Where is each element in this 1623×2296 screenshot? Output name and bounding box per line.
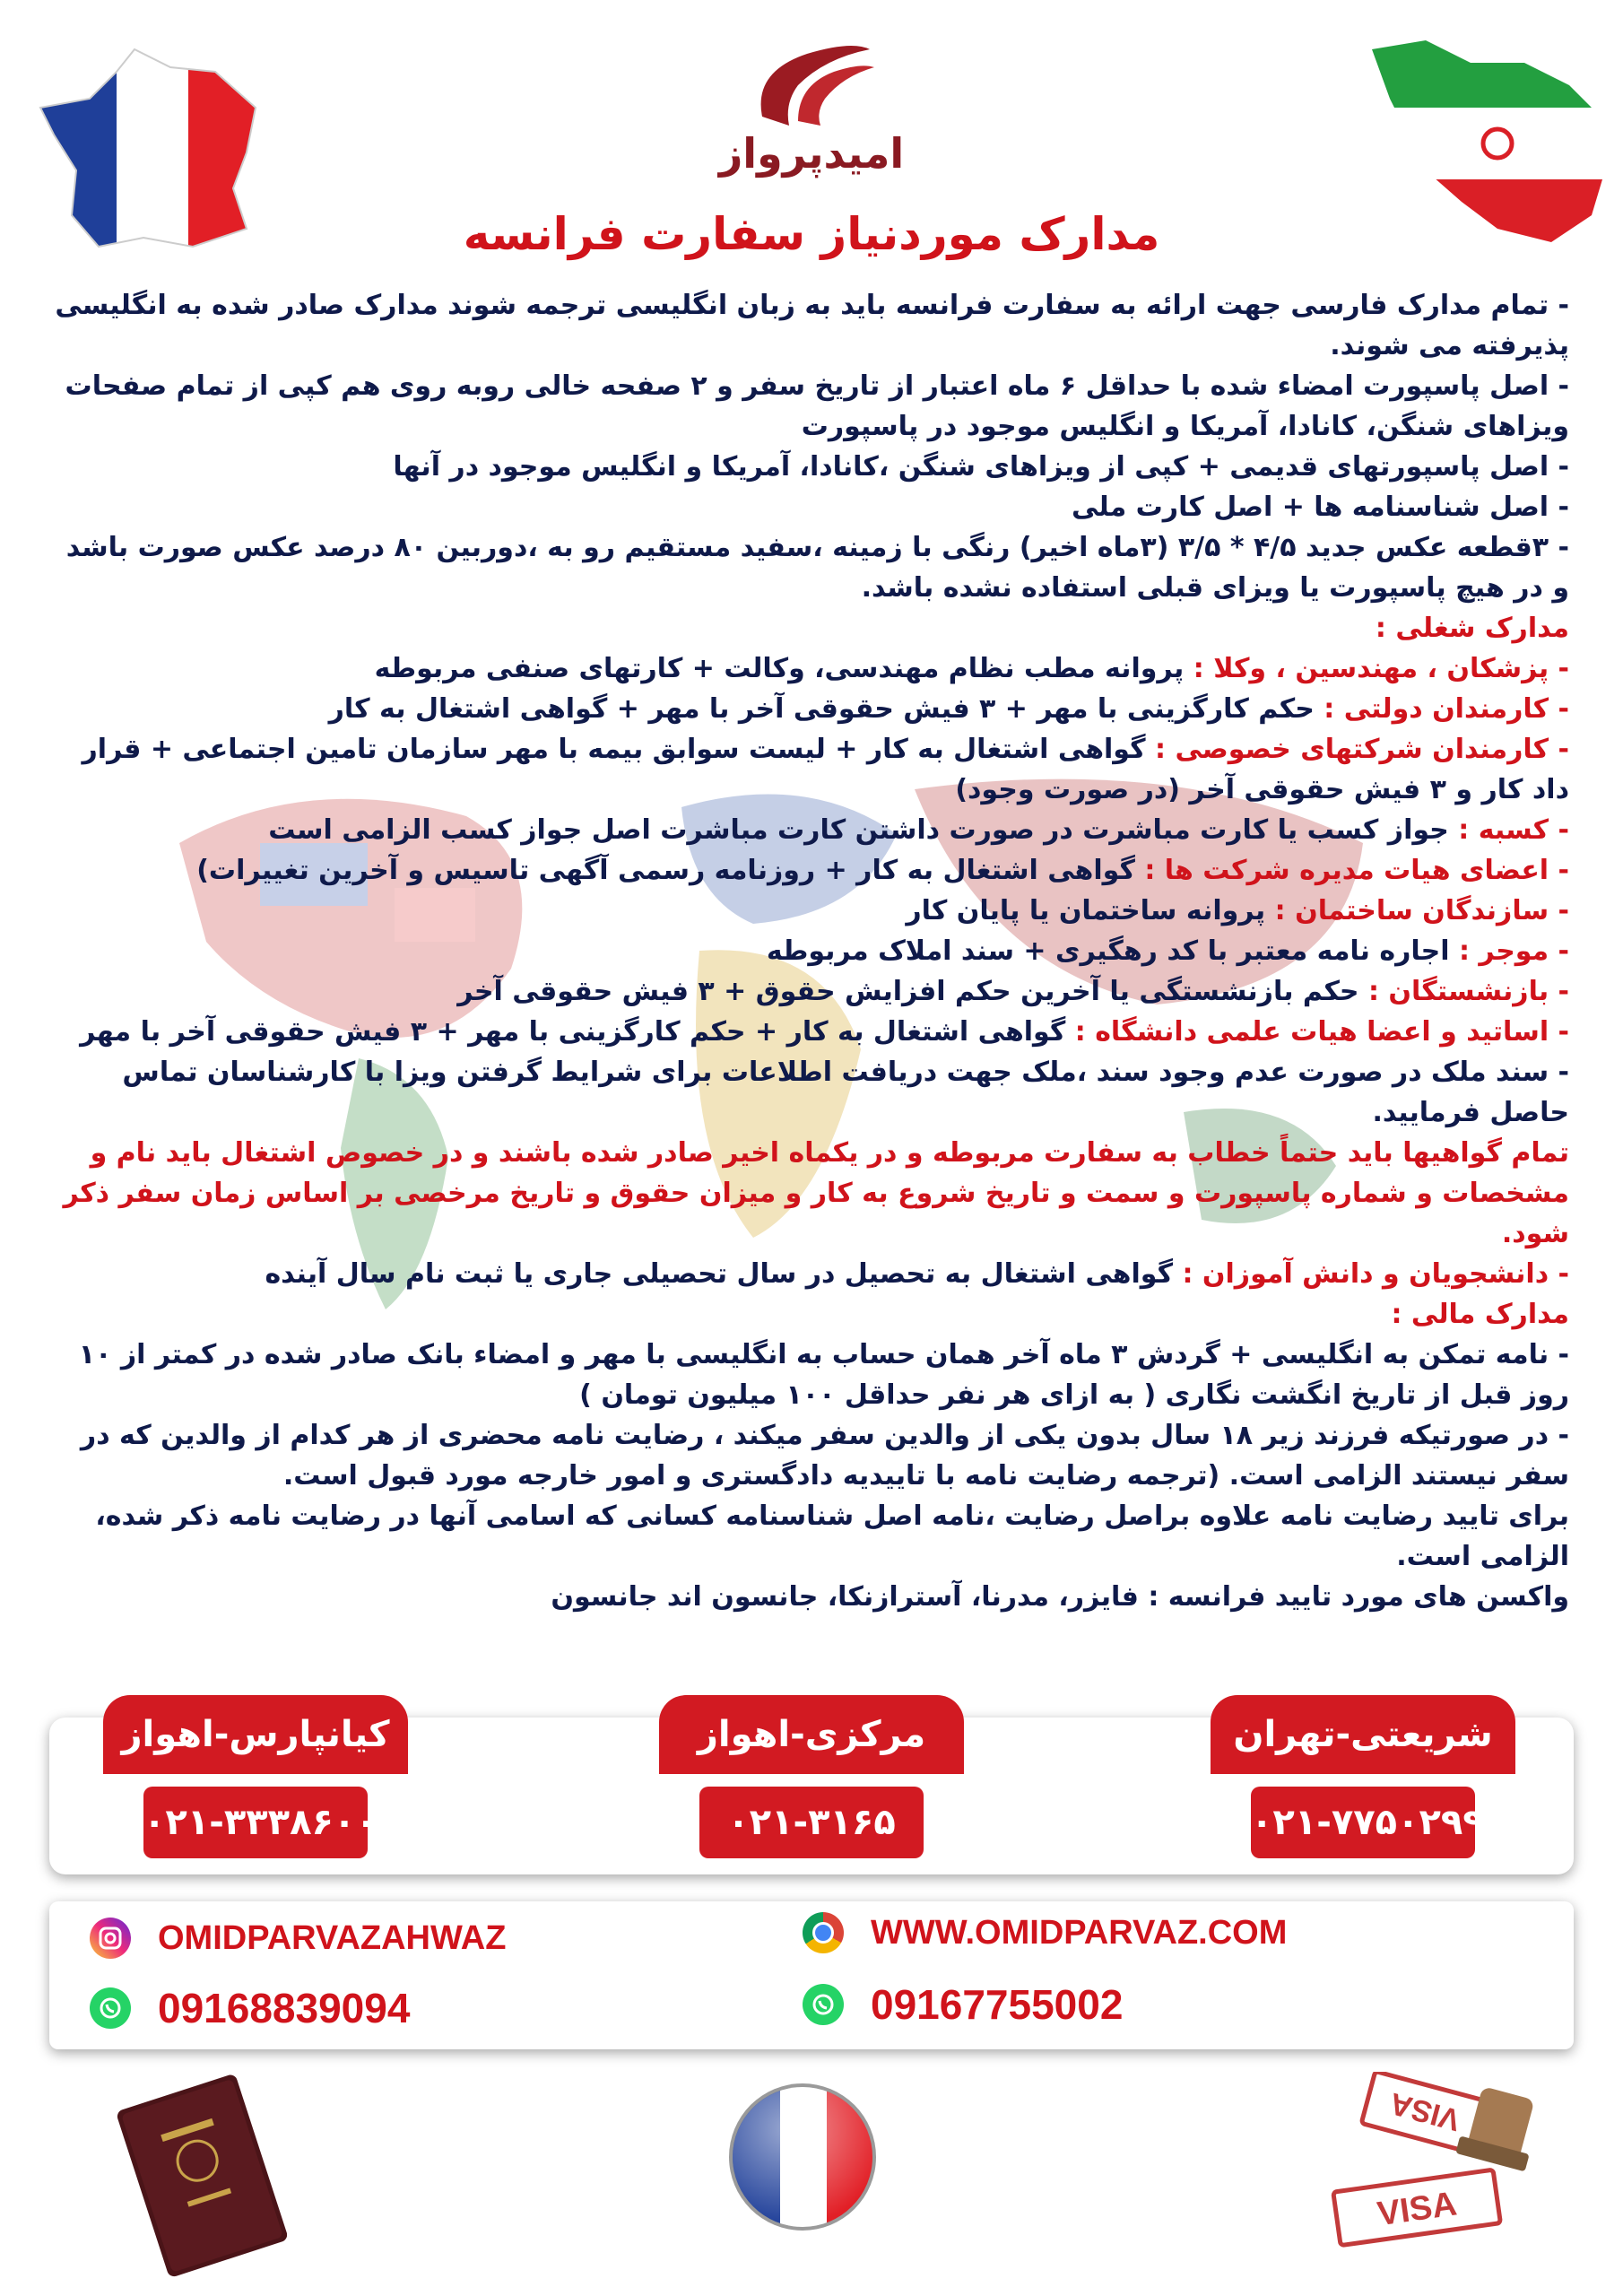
document-body (54, 285, 1569, 1617)
red-note: تمام گواهیها باید حتماً خطاب به سفارت مربوطه و در یکماه اخیر صادر شده باشند و در خصوص اشتغال باید نام و مشخصات و شماره پاسپورت و سمت و تاریخ شروع به کار و میزان حقوق و تاریخ مرخصی بر اساس زمان سفر ذکر شود. (63, 1137, 1569, 1249)
students-text: گواهی اشتغال به تحصیل در سال تحصیلی جاری یا ثبت نام سال آینده (265, 1258, 1183, 1290)
job-item (54, 729, 1569, 810)
job-text: حکم کارگزینی با مهر + ۳ فیش حقوقی آخر با مهر + گواهی اشتغال به کار (328, 693, 1324, 725)
job-item (54, 689, 1569, 729)
office-name: کیانپارس-اهواز (103, 1695, 408, 1774)
job-label: - بازنشستگان : (1367, 976, 1569, 1007)
instagram-icon (90, 1918, 131, 1959)
paragraph: - اصل پاسپورت امضاء شده با حداقل ۶ ماه اعتبار از تاریخ سفر و ۲ صفحه خالی روبه روی هم کپی از تمام صفحات ویزاهای شنگن، کانادا، آمریکا و انگلیس موجود در پاسپورت (65, 370, 1569, 442)
finance-item: برای تایید رضایت نامه علاوه براصل رضایت ،نامه اصل شناسنامه کسانی که اسامی آنها در رضایت نامه ذکر شده، الزامی است. (95, 1500, 1569, 1572)
office-phone[interactable]: ۰۲۱-۳۱۶۵ (699, 1787, 924, 1858)
job-label: - اعضای هیات مدیره شرکت ها : (1144, 855, 1569, 886)
job-label: - پزشکان ، مهندسین ، وکلا : (1193, 653, 1569, 684)
brand-name: امیدپرواز (718, 129, 905, 178)
svg-text:VISA: VISA (1385, 2085, 1464, 2137)
job-text: گواهی اشتغال به کار + روزنامه رسمی آگهی تاسیس و آخرین تغییرات) (196, 855, 1145, 886)
job-text: گواهی اشتغال به کار + حکم کارگزینی با مهر + ۳ فیش حقوقی آخر با مهر (80, 1016, 1075, 1048)
job-text: پروانه ساختمان یا پایان کار (906, 895, 1275, 926)
paragraph: - اصل پاسپورتهای قدیمی + کپی از ویزاهای شنگن ،کانادا، آمریکا و انگلیس موجود در آنها (393, 451, 1569, 483)
page-title: مدارک موردنیاز سفارت فرانسه (463, 208, 1160, 260)
brand-logo (704, 36, 919, 215)
job-label: - کارمندان شرکتهای خصوصی : (1155, 734, 1569, 765)
finance-item: واکسن های مورد تایید فرانسه : فایزر، مدرنا، آسترازنکا، جانسون اند جانسون (551, 1581, 1569, 1613)
job-item (54, 648, 1569, 689)
office-tehran (1202, 1695, 1524, 1883)
finance-item: - در صورتیکه فرزند زیر ۱۸ سال بدون یکی از والدین سفر میکند ، رضایت نامه محضری از هر کدام از والدین که در سفر نیستند الزامی است. (ترجمه رضایت نامه با تاییدیه دادگستری و امور خارجه مورد قبول است. (80, 1420, 1569, 1492)
whatsapp-icon (803, 1984, 844, 2025)
instagram-row[interactable] (90, 1918, 506, 1959)
whatsapp-number: 09168839094 (158, 1985, 411, 2031)
paragraph: - ۳قطعه عکس جدید ۴/۵ * ۳/۵ (۳ماه اخیر) رنگی با زمینه ،سفید مستقیم رو به ،دوربین ۸۰ درصد عکس صورت باشد و در هیچ پاسپورت یا ویزای قبلی استفاده نشده باشد. (65, 532, 1569, 604)
job-label: - سازندگان ساختمان : (1274, 895, 1569, 926)
visa-stamp-icon (1318, 2072, 1551, 2251)
website-row[interactable] (803, 1912, 1287, 1953)
finance-item: - نامه تمکن به انگلیسی + گردش ۳ ماه آخر همان حساب به انگلیسی با مهر و امضاء بانک صادر شده در کمتر از ۱۰ روز قبل از تاریخ انگشت نگاری ( به ازای هر نفر حداقل ۱۰۰ میلیون تومان ) (78, 1339, 1569, 1411)
logo-wings-icon (744, 36, 879, 135)
office-markazi (650, 1695, 973, 1883)
svg-text:VISA: VISA (1375, 2185, 1460, 2234)
job-item (54, 891, 1569, 931)
job-text: جواز کسب یا کارت مباشرت در صورت داشتن کارت مباشرت اصل جواز کسب الزامی است (268, 814, 1459, 846)
passport-icon (108, 2072, 287, 2278)
contact-panel (49, 1901, 1574, 2049)
job-label: - کارمندان دولتی : (1324, 693, 1569, 725)
job-heading: مدارک شغلی : (1375, 613, 1569, 644)
office-kianpars (94, 1695, 417, 1883)
property-note: - سند ملک در صورت عدم وجود سند ،ملک جهت دریافت اطلاعات برای شرایط گرفتن ویزا با کارشناسان تماس حاصل فرمایید. (122, 1057, 1569, 1128)
job-text: اجاره نامه معتبر با کد رهگیری + سند املاک مربوطه (766, 935, 1459, 967)
paragraph: - اصل شناسنامه ها + اصل کارت ملی (1072, 491, 1569, 523)
instagram-handle: OMIDPARVAZAHWAZ (158, 1918, 507, 1957)
job-label: - اساتید و اعضا هیات علمی دانشگاه : (1074, 1016, 1569, 1048)
finance-heading: مدارک مالی : (1391, 1299, 1569, 1330)
whatsapp-row-right[interactable] (803, 1980, 1123, 2029)
whatsapp-row-left[interactable] (90, 1984, 410, 2032)
whatsapp-number: 09167755002 (871, 1981, 1124, 2028)
whatsapp-icon (90, 1987, 131, 2029)
job-item (54, 810, 1569, 850)
chrome-icon (803, 1912, 844, 1953)
students-item (54, 1254, 1569, 1294)
job-label: - موجر : (1458, 935, 1569, 967)
job-label: - کسبه : (1458, 814, 1569, 846)
office-name: شریعتی-تهران (1211, 1695, 1515, 1774)
office-name: مرکزی-اهواز (659, 1695, 964, 1774)
job-text: گواهی اشتغال به کار + لیست سوابق بیمه با مهر سازمان تامین اجتماعی + قرار داد کار و ۳ فیش حقوقی آخر (در صورت وجود) (82, 734, 1569, 805)
website-url: WWW.OMIDPARVAZ.COM (871, 1913, 1288, 1952)
job-text: پروانه مطب نظام مهندسی، وکالت + کارتهای صنفی مربوطه (374, 653, 1193, 684)
office-phone[interactable]: ۰۲۱-۷۷۵۰۲۹۹۱ (1251, 1787, 1475, 1858)
job-item (54, 850, 1569, 891)
job-item (54, 971, 1569, 1012)
paragraph: - تمام مدارک فارسی جهت ارائه به سفارت فرانسه باید به زبان انگلیسی ترجمه شوند مدارک صادر شده به انگلیسی پذیرفته می شوند. (55, 290, 1569, 361)
students-label: - دانشجویان و دانش آموزان : (1182, 1258, 1569, 1290)
job-text: حکم بازنشستگی یا آخرین حکم افزایش حقوق + ۳ فیش حقوقی آخر (457, 976, 1368, 1007)
job-item (54, 1012, 1569, 1052)
france-button-icon (726, 2081, 879, 2233)
job-item (54, 931, 1569, 971)
office-phone[interactable]: ۰۲۱-۳۳۳۸۶۰۰۰ (143, 1787, 368, 1858)
offices-panel (49, 1714, 1574, 1874)
